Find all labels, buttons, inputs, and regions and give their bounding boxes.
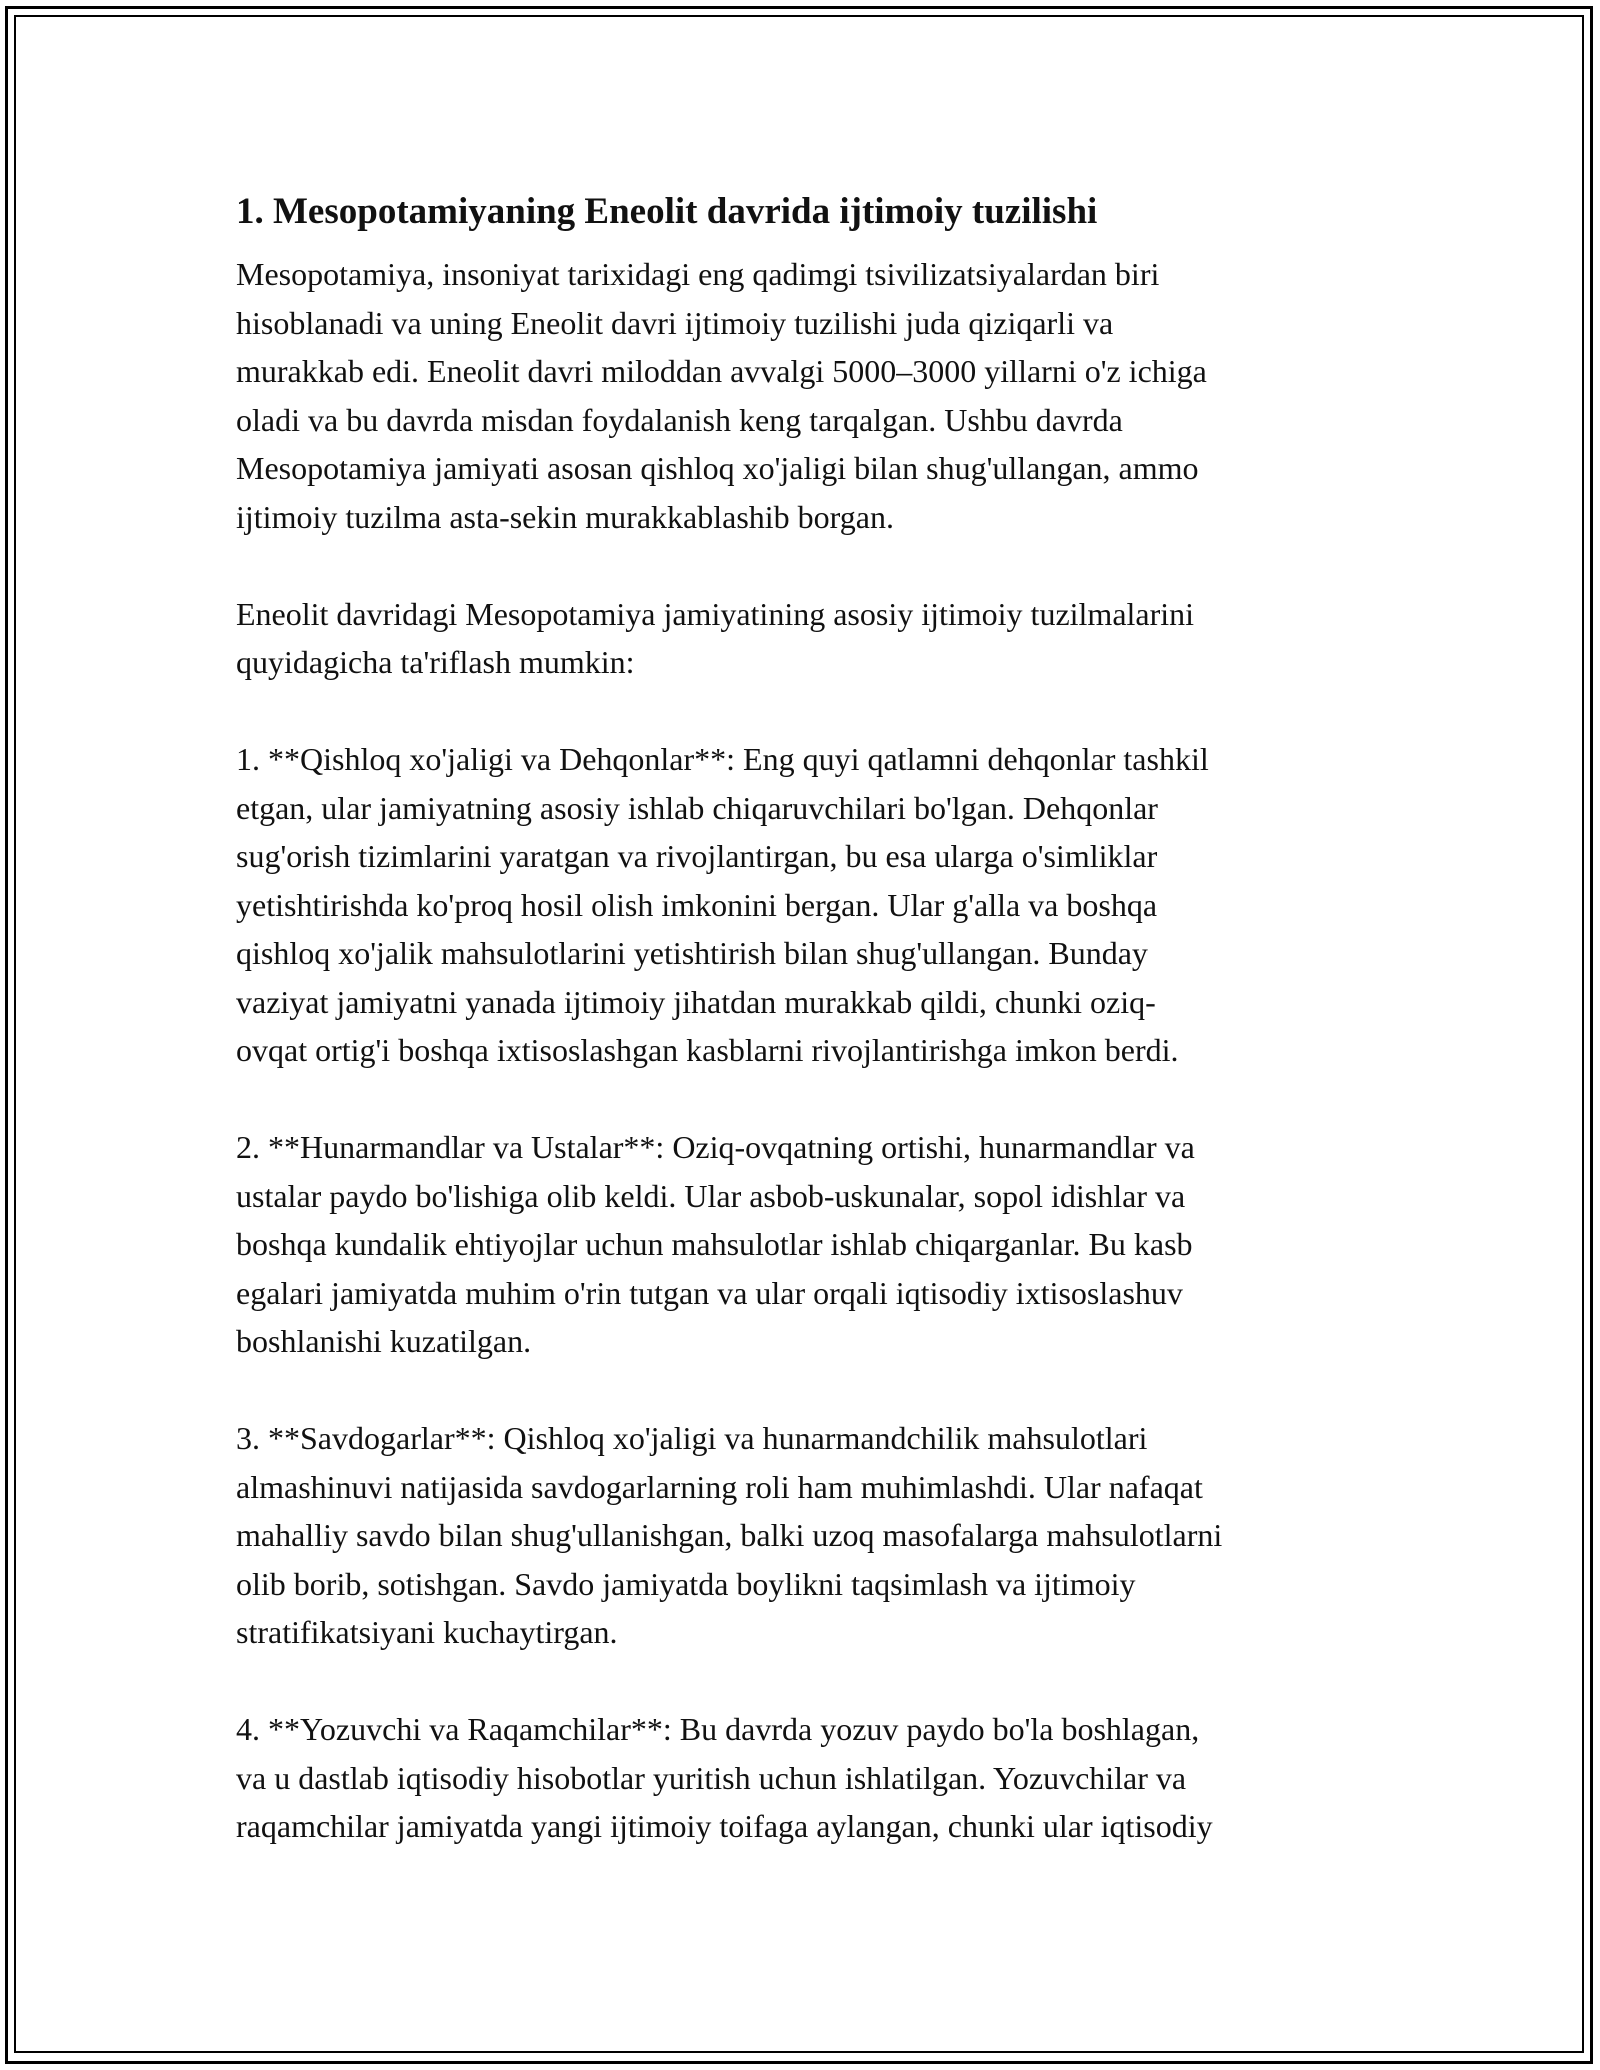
text-line: ustalar paydo bo'lishiga olib keldi. Ular asbob-uskunalar, sopol idishlar va — [236, 1177, 1186, 1214]
page-title: 1. Mesopotamiyaning Eneolit davrida ijtimoiy tuzilishi — [236, 191, 1098, 232]
text-line: mahalliy savdo bilan shug'ullanishgan, balki uzoq masofalarga mahsulotlarni — [236, 1517, 1223, 1553]
text-line: ovqat ortig'i boshqa ixtisoslashgan kasblarni rivojlantirishga imkon berdi. — [236, 1032, 1179, 1068]
text-line: 1. **Qishloq xo'jaligi va Dehqonlar**: Eng quyi qatlamni dehqonlar tashkil — [236, 741, 1209, 777]
paragraph-list-intro — [236, 590, 1376, 687]
document-body — [236, 188, 1376, 1899]
text-line: quyidagicha ta'riflash mumkin: — [236, 644, 635, 680]
text-line: vaziyat jamiyatni yanada ijtimoiy jihatdan murakkab qildi, chunki oziq- — [236, 983, 1156, 1020]
text-line: raqamchilar jamiyatda yangi ijtimoiy toifaga aylangan, chunki ular iqtisodiy — [236, 1808, 1213, 1844]
text-line: Mesopotamiya, insoniyat tarixidagi eng qadimgi tsivilizatsiyalardan biri — [236, 256, 1160, 292]
text-line: Mesopotamiya jamiyati asosan qishloq xo'jaligi bilan shug'ullangan, ammo — [236, 450, 1199, 486]
text-line: 2. **Hunarmandlar va Ustalar**: Oziq-ovqatning ortishi, hunarmandlar va — [236, 1129, 1195, 1165]
text-line: sug'orish tizimlarini yaratgan va rivojlantirgan, bu esa ularga o'simliklar — [236, 838, 1158, 874]
text-line: stratifikatsiyani kuchaytirgan. — [236, 1614, 618, 1650]
text-line: 3. **Savdogarlar**: Qishloq xo'jaligi va hunarmandchilik mahsulotlari — [236, 1420, 1148, 1456]
text-line: olib borib, sotishgan. Savdo jamiyatda boylikni taqsimlash va ijtimoiy — [236, 1565, 1136, 1602]
text-line: oladi va bu davrda misdan foydalanish keng tarqalgan. Ushbu davrda — [236, 401, 1123, 438]
paragraph-item-1 — [236, 735, 1376, 1075]
text-line: murakkab edi. Eneolit davri miloddan avvalgi 5000–3000 yillarni o'z ichiga — [236, 353, 1207, 389]
text-line: etgan, ular jamiyatning asosiy ishlab chiqaruvchilari bo'lgan. Dehqonlar — [236, 789, 1158, 826]
text-line: almashinuvi natijasida savdogarlarning roli ham muhimlashdi. Ular nafaqat — [236, 1468, 1203, 1505]
text-line: va u dastlab iqtisodiy hisobotlar yuritish uchun ishlatilgan. Yozuvchilar va — [236, 1759, 1187, 1796]
text-line: ijtimoiy tuzilma asta-sekin murakkablashib borgan. — [236, 498, 894, 535]
text-line: qishloq xo'jalik mahsulotlarini yetishtirish bilan shug'ullangan. Bunday — [236, 935, 1148, 971]
text-line: yetishtirishda ko'proq hosil olish imkonini bergan. Ular g'alla va boshqa — [236, 886, 1158, 923]
paragraph-intro — [236, 250, 1376, 541]
paragraph-item-4 — [236, 1705, 1376, 1851]
text-line: egalari jamiyatda muhim o'rin tutgan va ular orqali iqtisodiy ixtisoslashuv — [236, 1274, 1183, 1311]
text-line: hisoblanadi va uning Eneolit davri ijtimoiy tuzilishi juda qiziqarli va — [236, 304, 1114, 341]
text-line: boshlanishi kuzatilgan. — [236, 1323, 532, 1359]
paragraph-item-2 — [236, 1123, 1376, 1366]
text-line: Eneolit davridagi Mesopotamiya jamiyatining asosiy ijtimoiy tuzilmalarini — [236, 595, 1195, 632]
paragraph-item-3 — [236, 1414, 1376, 1657]
text-line: boshqa kundalik ehtiyojlar uchun mahsulotlar ishlab chiqarganlar. Bu kasb — [236, 1226, 1193, 1262]
text-line: 4. **Yozuvchi va Raqamchilar**: Bu davrda yozuv paydo bo'la boshlagan, — [236, 1711, 1200, 1747]
